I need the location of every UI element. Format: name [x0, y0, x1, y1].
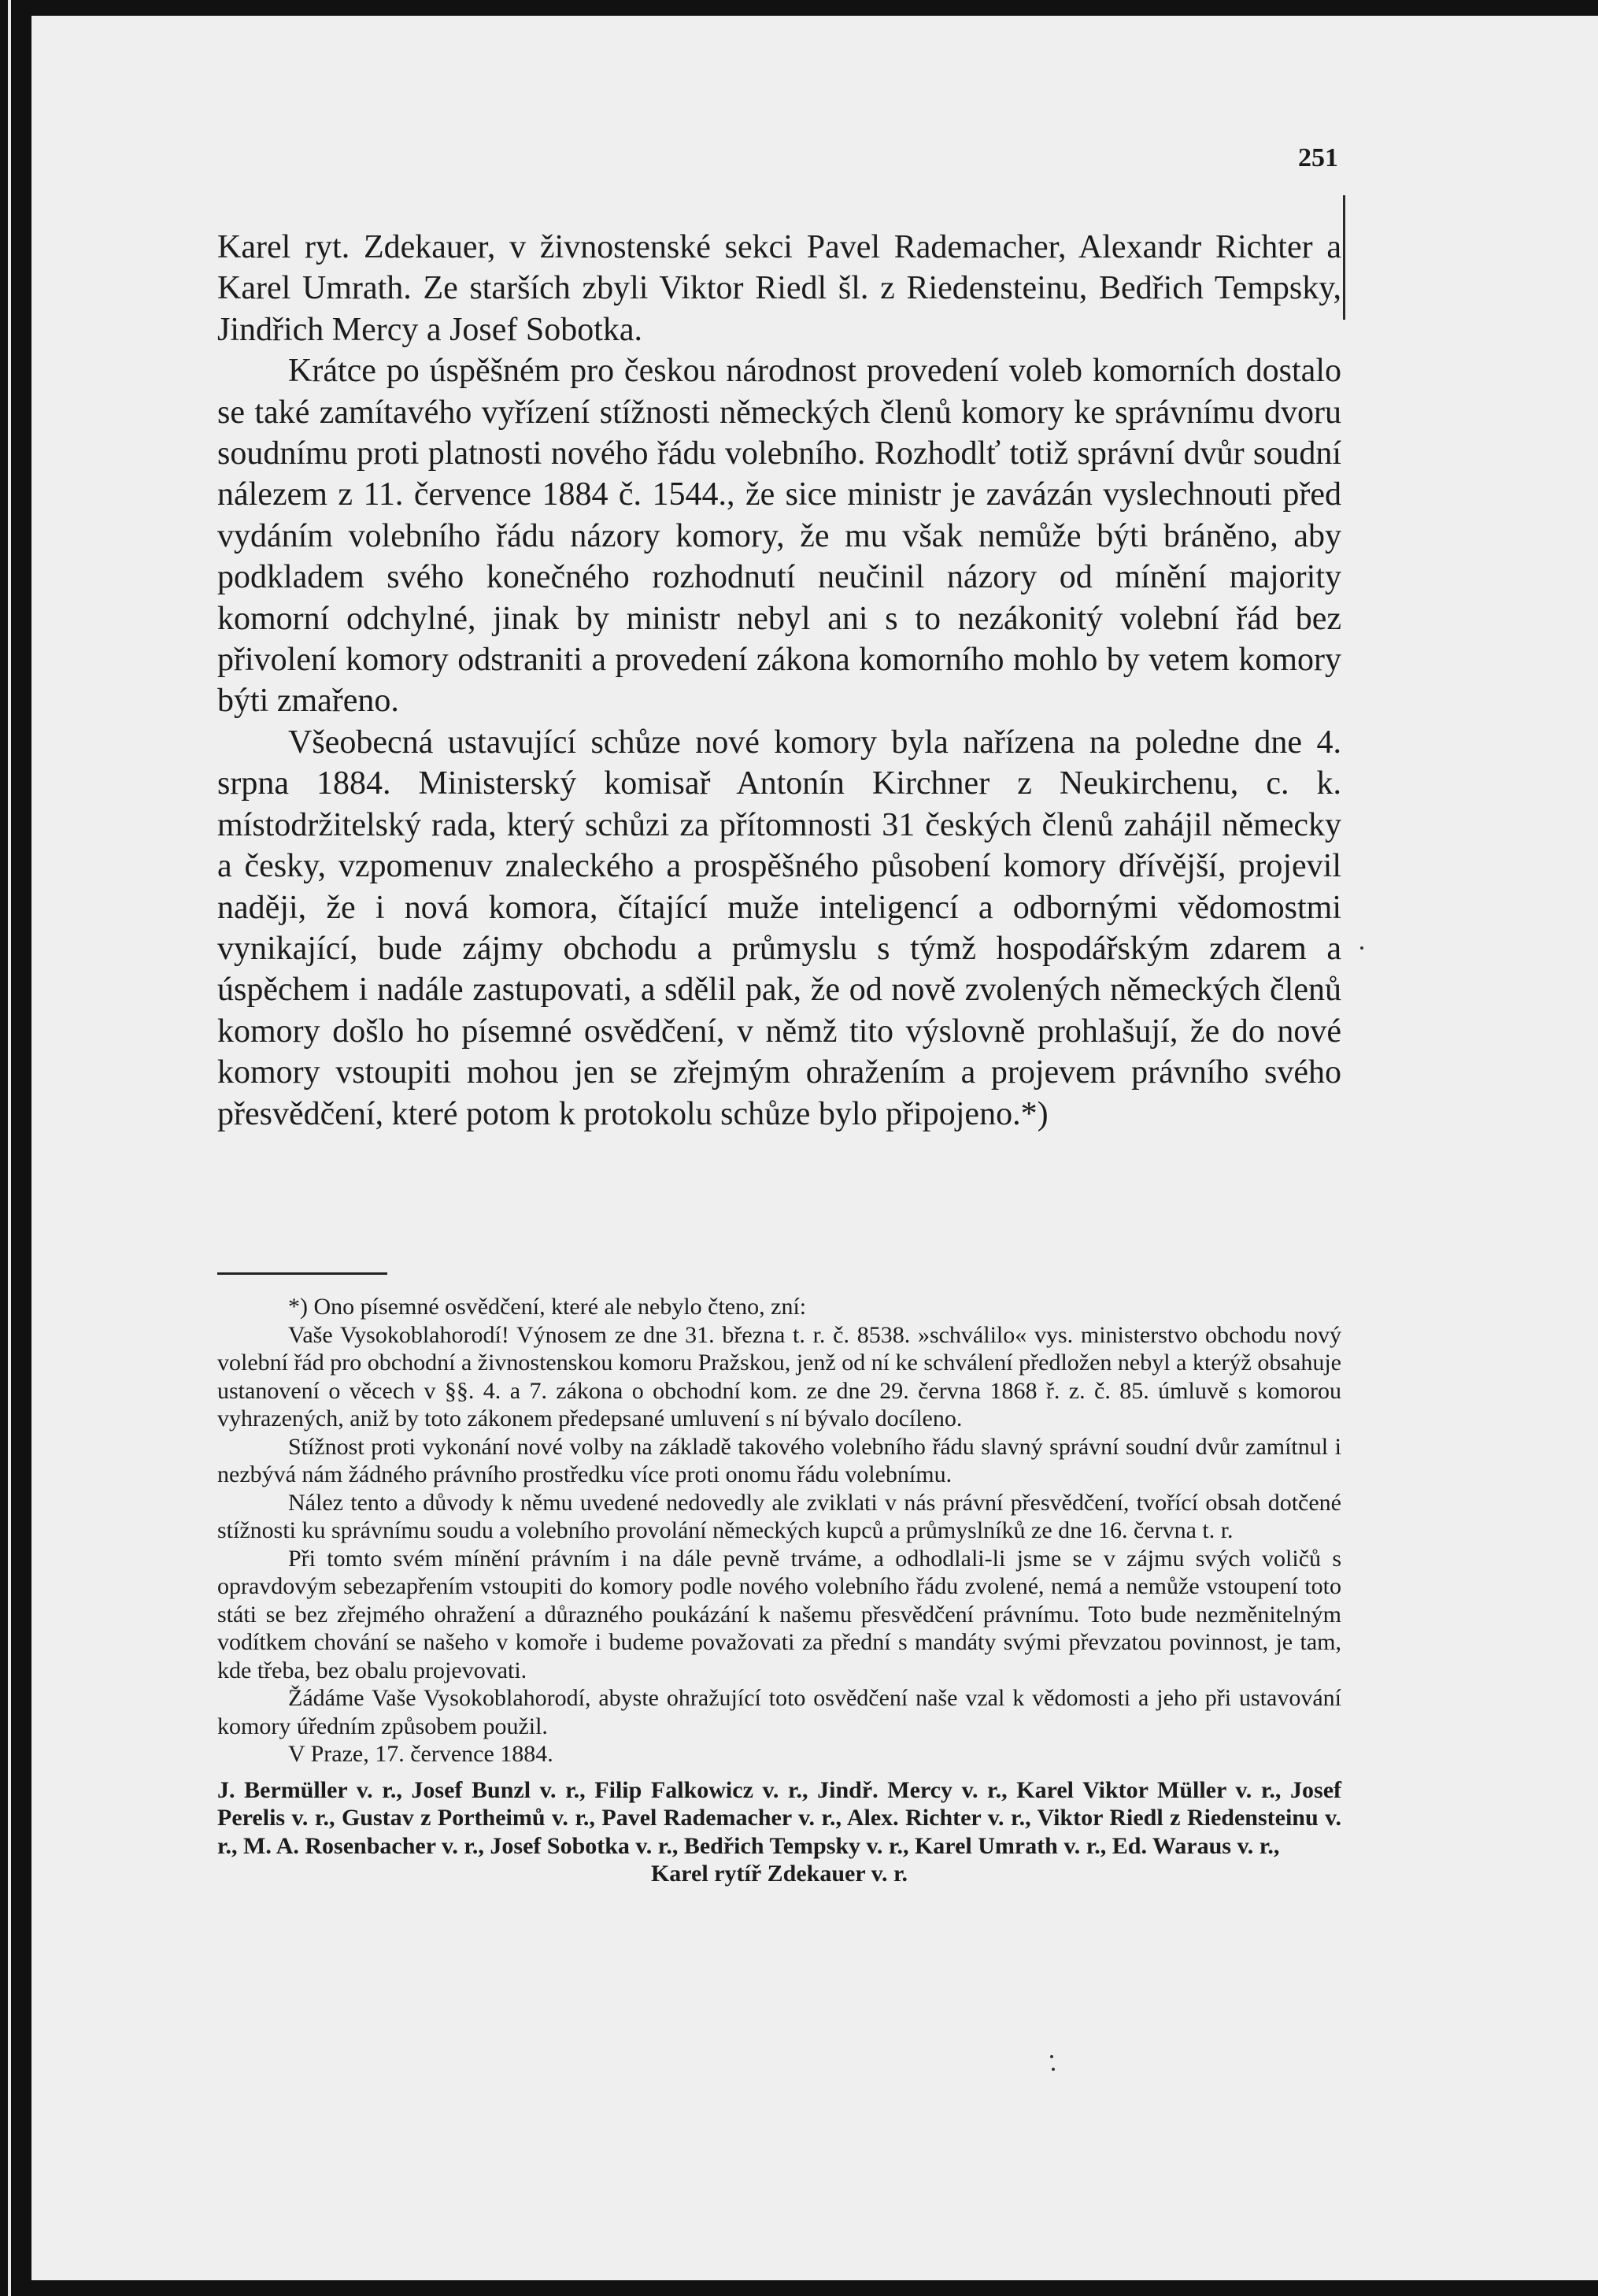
main-text: [217, 227, 1341, 1135]
footnote-divider: [217, 1272, 387, 1275]
footnote-intro: *) Ono písemné osvědčení, které ale nebylo čteno, zní:: [288, 1294, 807, 1320]
page-number: 251: [1298, 143, 1338, 172]
footnote: [217, 1293, 1341, 1888]
footnote-paragraph-2: Stížnost proti vykonání nové volby na základě takového volebního řádu slavný správní soudní dvůr zamítnul i nezbývá nám žádného právního prostředku více proti onomu řádu volebnímu.: [217, 1433, 1341, 1487]
scan-speck: [1050, 2055, 1053, 2058]
paragraph-1: Karel ryt. Zdekauer, v živnostenské sekci Pavel Rademacher, Alexandr Richter a Karel Umrath. Ze starších zbyli Viktor Riedl šl. z Riedensteinu, Bedřich Tempsky, Jindřich Mercy a Josef Sobotka.: [217, 229, 1341, 348]
footnote-signatories: J. Bermüller v. r., Josef Bunzl v. r., Filip Falkowicz v. r., Jindř. Mercy v. r., Karel Viktor Müller v. r., Josef Perelis v. r., Gustav z Portheimů v. r., Pavel Rademacher v. r., Alex. Richter v. r., Viktor Riedl z Riedensteinu v. r., M. A. Rosenbacher v. r., Josef Sobotka v. r., Bedřich Tempsky v. r., Karel Umrath v. r., Ed. Waraus v. r.,: [217, 1776, 1341, 1859]
margin-mark: [1343, 195, 1345, 320]
paragraph-3: Všeobecná ustavující schůze nové komory byla nařízena na poledne dne 4. srpna 1884. Ministerský komisař Antonín Kirchner z Neukirchenu, c. k. místodržitelský rada, který schůzi za přítomnosti 31 českých členů zahájil německy a česky, vzpomenuv znaleckého a prospěšného působení komory dřívější, projevil naději, že i nová komora, čítající muže inteligencí a odbornými vědomostmi vynikající, bude zájmy obchodu a průmyslu s týmž hospodářským zdarem a úspěchem i nadále zastupovati, a sdělil pak, že od nově zvolených německých členů komory došlo ho písemné osvědčení, v němž tito výslovně prohlašují, že do nové komory vstoupiti mohou jen se zřejmým ohražením a projevem právního svého přesvědčení, které potom k protokolu schůze bylo připojeno.*): [217, 724, 1341, 1132]
footnote-paragraph-1: Vaše Vysokoblahorodí! Výnosem ze dne 31. března t. r. č. 8538. »schválilo« vys. ministerstvo obchodu nový volební řád pro obchodní a živnostenskou komoru Pražskou, jenž od ní ke schválení předložen nebyl a kterýž obsahuje ustanovení o věcech v §§. 4. a 7. zákona o obchodní kom. ze dne 29. června 1868 ř. z. č. 85. úmluvě s komorou vyhrazených, aniž by toto zákonem předepsané umluvení s ní bývalo docíleno.: [217, 1321, 1341, 1431]
footnote-paragraph-4: Při tomto svém mínění právním i na dále pevně trváme, a odhodlali-li jsme se v zájmu svých voličů s opravdovým sebezapřením vstoupiti do komory podle nového volebního řádu zvolené, nemá a nemůže vstoupení toto státi se bez zřejmého ohražení a důrazného poukázání k našemu přesvědčení právnímu. Toto bude nezměnitelným vodítkem chování se našeho v komoře i budeme považovati za přední s mandáty svými převzatou povinnost, je tam, kde třeba, bez obalu projevovati.: [217, 1545, 1341, 1683]
paragraph-2: Krátce po úspěšném pro českou národnost provedení voleb komorních dostalo se také zamítavého vyřízení stížnosti německých členů komory ke správnímu dvoru soudnímu proti platnosti nového řádu volebního. Rozhodlť totiž správní dvůr soudní nálezem z 11. července 1884 č. 1544., že sice ministr je zavázán vyslechnouti před vydáním volebního řádu názory komory, že mu však nemůže býti bráněno, aby podkladem svého konečného rozhodnutí neučinil názory od mínění majority komorní odchylné, jinak by ministr nebyl ani s to nezákonitý volební řád bez přivolení komory odstraniti a provedení zákona komorního mohlo by vetem komory býti zmařeno.: [217, 353, 1341, 720]
footnote-paragraph-5: Žádáme Vaše Vysokoblahorodí, abyste ohražující toto osvědčení naše vzal k vědomosti a jeho při ustavování komory úředním způsobem použil.: [217, 1685, 1341, 1739]
scan-left-edge: [8, 0, 11, 2296]
scan-speck: [1052, 2068, 1055, 2071]
footnote-date: V Praze, 17. července 1884.: [288, 1741, 553, 1767]
footnote-paragraph-3: Nález tento a důvody k němu uvedené nedovedly ale zviklati v nás právní přesvědčení, tvořící obsah dotčené stížnosti ku správnímu soudu a volebního provolání německých kupců a průmyslníků ze dne 16. června t. r.: [217, 1489, 1341, 1543]
footnote-last-signatory: Karel rytíř Zdekauer v. r.: [650, 1861, 908, 1887]
book-page: [31, 16, 1598, 2280]
scan-speck: [1360, 946, 1363, 950]
